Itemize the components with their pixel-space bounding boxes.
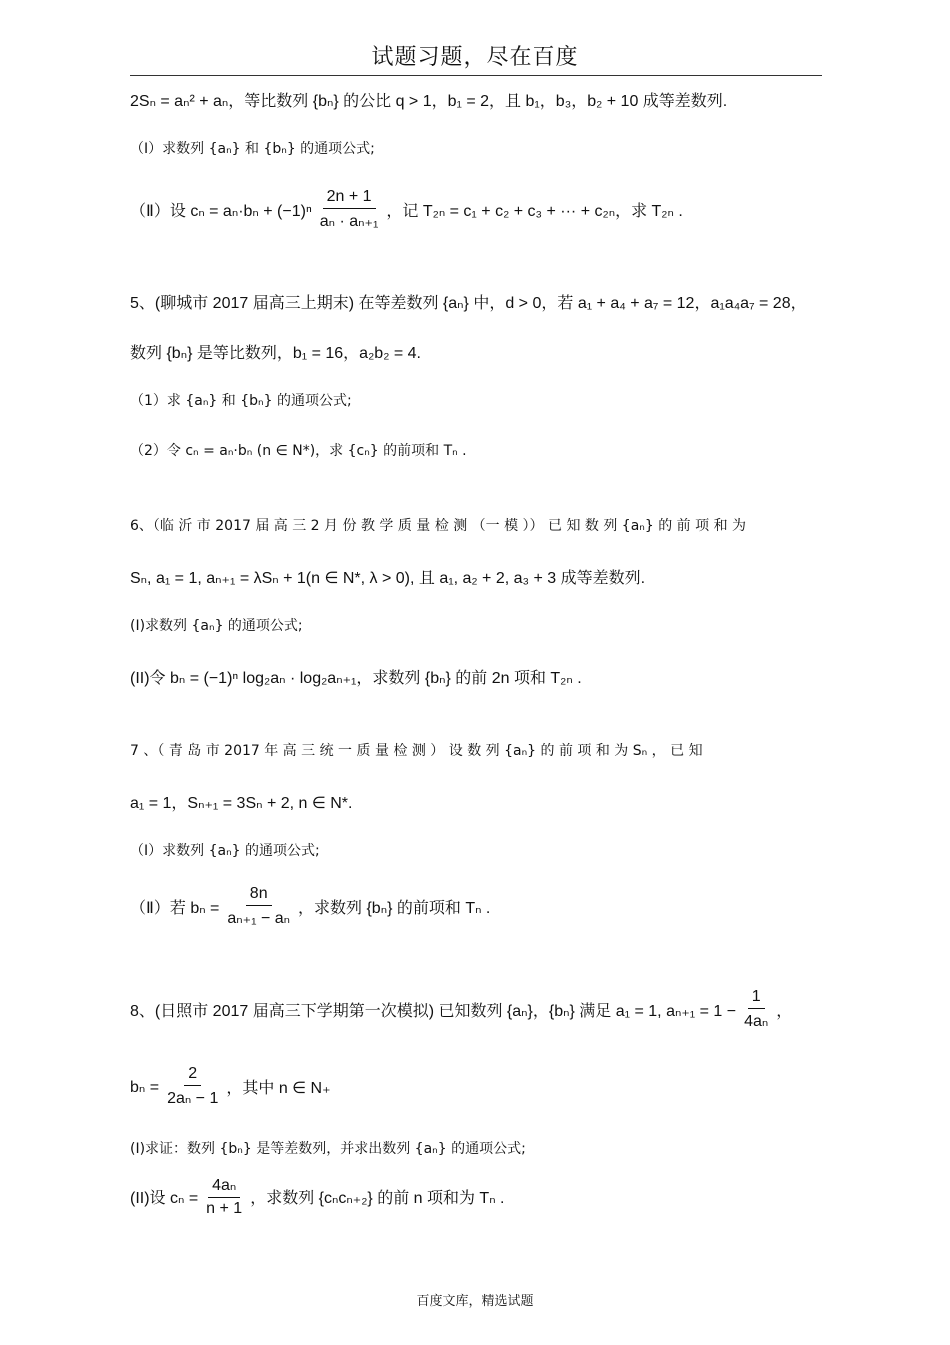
problem-7-part-1: （Ⅰ）求数列 {aₙ} 的通项公式; (130, 843, 320, 859)
problem-4-part-2-lead: （Ⅱ）设 cₙ = aₙ·bₙ + (−1)ⁿ (130, 203, 312, 220)
problem-8-statement-lead: 8、(日照市 2017 届高三下学期第一次模拟) 已知数列 {aₙ}，{bₙ} 满足 a₁ = 1, aₙ₊₁ = 1 − (130, 1003, 737, 1020)
problem-7-given: a₁ = 1，Sₙ₊₁ = 3Sₙ + 2, n ∈ N*. (130, 795, 353, 812)
fraction-numerator: 8n (246, 885, 272, 906)
problem-6-part-1: (I)求数列 {aₙ} 的通项公式; (130, 618, 303, 634)
problem-7-part-2-lead: （Ⅱ）若 bₙ = (130, 900, 220, 917)
problem-7-statement: 7 、（ 青 岛 市 2017 年 高 三 统 一 质 量 检 测 ） 设 数 列 {aₙ} 的 前 项 和 为 Sₙ ， 已 知 (130, 743, 703, 759)
fraction-numerator: 2n + 1 (323, 188, 376, 209)
problem-8-definition-tail: ，其中 n ∈ N₊ (226, 1080, 331, 1097)
fraction-denominator: n + 1 (206, 1200, 243, 1217)
problem-4-part-2 (130, 188, 822, 231)
problem-8-statement (130, 988, 822, 1031)
fraction-denominator: aₙ₊₁ − aₙ (227, 910, 291, 927)
fraction (202, 1175, 246, 1218)
fraction-denominator: 2aₙ − 1 (167, 1090, 219, 1107)
fraction-numerator: 2 (184, 1065, 201, 1086)
problem-4-part-1: （Ⅰ）求数列 {aₙ} 和 {bₙ} 的通项公式; (130, 141, 375, 157)
problem-8-statement-tail: ， (776, 1003, 793, 1020)
problem-6-given: Sₙ, a₁ = 1, aₙ₊₁ = λSₙ + 1(n ∈ N*, λ > 0), 且 a₁, a₂ + 2, a₃ + 3 成等差数列. (130, 570, 646, 587)
problem-8-part-2-lead: (II)设 cₙ = (130, 1190, 199, 1207)
problem-7-part-2 (130, 885, 822, 928)
problem-7-part-2-tail: ，求数列 {bₙ} 的前项和 Tₙ . (298, 900, 491, 917)
problem-6-statement: 6、（临 沂 市 2017 届 高 三 2 月 份 教 学 质 量 检 测 （一 模 ）） 已 知 数 列 {aₙ} 的 前 项 和 为 (130, 518, 747, 534)
problem-8-part-2-tail: ，求数列 {cₙcₙ₊₂} 的前 n 项和为 Tₙ . (250, 1190, 505, 1207)
problem-6-part-2: (II)令 bₙ = (−1)ⁿ log₂aₙ · log₂aₙ₊₁，求数列 {bₙ} 的前 2n 项和 T₂ₙ . (130, 670, 582, 687)
page-header-title: 试题习题，尽在百度 (371, 45, 579, 70)
page-footer: 百度文库，精选试题 (416, 1294, 534, 1309)
header-rule (130, 75, 822, 76)
fraction (163, 1065, 222, 1108)
problem-8-part-2 (130, 1175, 822, 1218)
fraction-numerator: 1 (748, 988, 765, 1009)
problem-5-part-1: （1）求 {aₙ} 和 {bₙ} 的通项公式; (130, 393, 352, 409)
fraction (316, 188, 383, 231)
problem-4-given: 2Sₙ = aₙ² + aₙ，等比数列 {bₙ} 的公比 q > 1，b₁ = 2，且 b₁，b₃，b₂ + 10 成等差数列. (130, 93, 728, 110)
fraction (740, 988, 772, 1031)
problem-5-part-2: （2）令 cₙ = aₙ·bₙ (n ∈ N*)，求 {cₙ} 的前项和 Tₙ . (130, 443, 467, 459)
problem-4-part-2-tail: ，记 T₂ₙ = c₁ + c₂ + c₃ + ··· + c₂ₙ，求 T₂ₙ . (386, 203, 683, 220)
problem-8-definition (130, 1065, 822, 1108)
fraction-denominator: aₙ · aₙ₊₁ (319, 213, 379, 230)
problem-8-definition-lead: bₙ = (130, 1078, 160, 1096)
fraction-denominator: 4aₙ (744, 1013, 769, 1030)
fraction-numerator: 4aₙ (208, 1175, 240, 1198)
problem-5-statement: 5、(聊城市 2017 届高三上期末) 在等差数列 {aₙ} 中，d > 0，若 a₁ + a₄ + a₇ = 12，a₁a₄a₇ = 28， (130, 295, 807, 312)
problem-5-given: 数列 {bₙ} 是等比数列，b₁ = 16，a₂b₂ = 4. (130, 345, 421, 362)
problem-8-part-1: (I)求证：数列 {bₙ} 是等差数列，并求出数列 {aₙ} 的通项公式; (130, 1141, 526, 1157)
fraction (223, 885, 294, 928)
